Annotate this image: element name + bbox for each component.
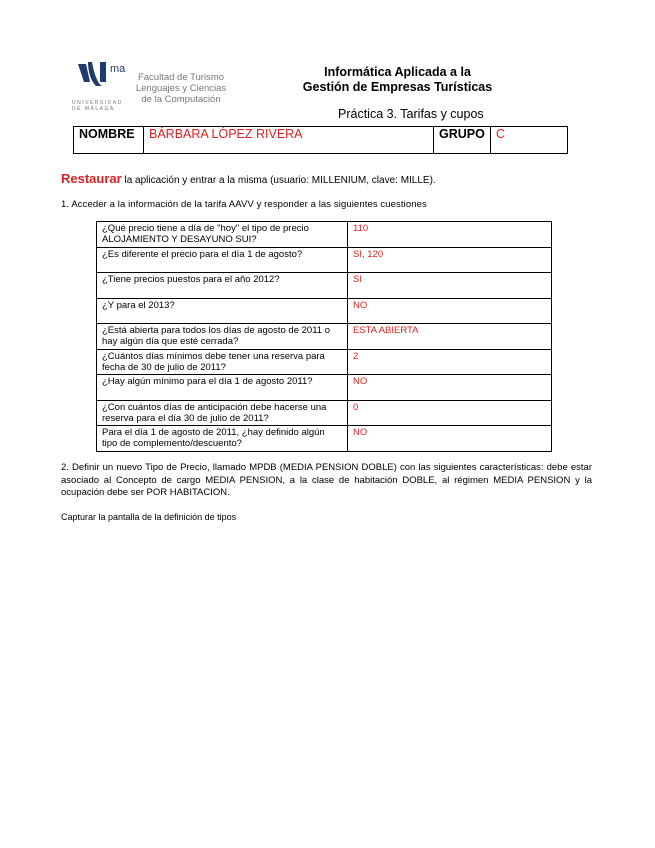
title-line-2: Gestión de Empresas Turísticas xyxy=(302,80,493,94)
answer-cell: 110 xyxy=(348,222,552,248)
section-1-instruction: 1. Acceder a la información de la tarifa AAVV y responder a las siguientes cuestiones xyxy=(61,199,427,210)
faculty-name xyxy=(130,72,232,105)
practice-title: Práctica 3. Tarifas y cupos xyxy=(338,107,484,121)
table-row xyxy=(97,349,552,375)
logo-mark-text: ma xyxy=(110,63,126,75)
student-table xyxy=(73,126,568,154)
question-cell: ¿Es diferente el precio para el día 1 de agosto? xyxy=(97,247,348,273)
question-cell: ¿Está abierta para todos los días de agosto de 2011 o hay algún día que esté cerrada? xyxy=(97,324,348,350)
answer-cell: 0 xyxy=(348,400,552,426)
faculty-line-2: Lenguajes y Ciencias xyxy=(135,83,227,94)
intro-text: la aplicación y entrar a la misma (usuario: MILLENIUM, clave: MILLE). xyxy=(121,175,436,186)
question-cell: ¿Con cuántos días de anticipación debe hacerse una reserva para el día 30 de julio de 2011? xyxy=(97,400,348,426)
restaurar-keyword: Restaurar xyxy=(61,171,122,186)
question-cell: ¿Y para el 2013? xyxy=(97,298,348,324)
question-cell: ¿Hay algún mínimo para el día 1 de agosto 2011? xyxy=(97,375,348,401)
section-2-instruction: 2. Definir un nuevo Tipo de Precio, llamado MPDB (MEDIA PENSION DOBLE) con las siguientes características: debe estar asociado al Concepto de cargo MEDIA PENSION, a la clase de habitación DOBLE, al régimen MEDIA PENSION y la ocupación debe ser POR HABITACION. xyxy=(61,462,592,498)
answer-cell: ESTA ABIERTA xyxy=(348,324,552,350)
table-row xyxy=(97,247,552,273)
university-line-2: DE MÁLAGA xyxy=(72,106,115,112)
title-line-1: Informática Aplicada a la xyxy=(324,65,471,79)
question-cell: Para el día 1 de agosto de 2011, ¿hay definido algún tipo de complemento/descuento? xyxy=(97,426,348,452)
table-row xyxy=(97,426,552,452)
question-cell: ¿Qué precio tiene a día de "hoy" el tipo de precio ALOJAMIENTO Y DESAYUNO SUI? xyxy=(97,222,348,248)
table-row xyxy=(97,375,552,401)
answer-cell: NO xyxy=(348,426,552,452)
table-row xyxy=(97,324,552,350)
table-row xyxy=(97,400,552,426)
answer-cell: 2 xyxy=(348,349,552,375)
group-value: C xyxy=(491,127,568,154)
questions-table xyxy=(96,221,552,452)
table-row xyxy=(97,222,552,248)
university-name xyxy=(72,100,134,112)
table-row xyxy=(97,273,552,299)
question-cell: ¿Tiene precios puestos para el año 2012? xyxy=(97,273,348,299)
table-row xyxy=(97,298,552,324)
faculty-line-1: Facultad de Turismo xyxy=(137,72,225,83)
intro-instruction xyxy=(61,171,436,186)
answer-cell: SI xyxy=(348,273,552,299)
capture-instruction: Capturar la pantalla de la definición de tipos xyxy=(61,512,237,522)
university-line-1: UNIVERSIDAD xyxy=(72,100,123,106)
answer-cell: NO xyxy=(348,298,552,324)
name-value: BÁRBARA LÓPEZ RIVERA xyxy=(144,127,434,154)
student-row xyxy=(74,127,568,154)
document-title xyxy=(285,65,510,95)
name-label: NOMBRE xyxy=(74,127,144,154)
faculty-line-3: de la Computación xyxy=(141,94,221,105)
answer-cell: SI, 120 xyxy=(348,247,552,273)
question-cell: ¿Cuántos días mínimos debe tener una reserva para fecha de 30 de julio de 2011? xyxy=(97,349,348,375)
answer-cell: NO xyxy=(348,375,552,401)
group-label: GRUPO xyxy=(434,127,491,154)
